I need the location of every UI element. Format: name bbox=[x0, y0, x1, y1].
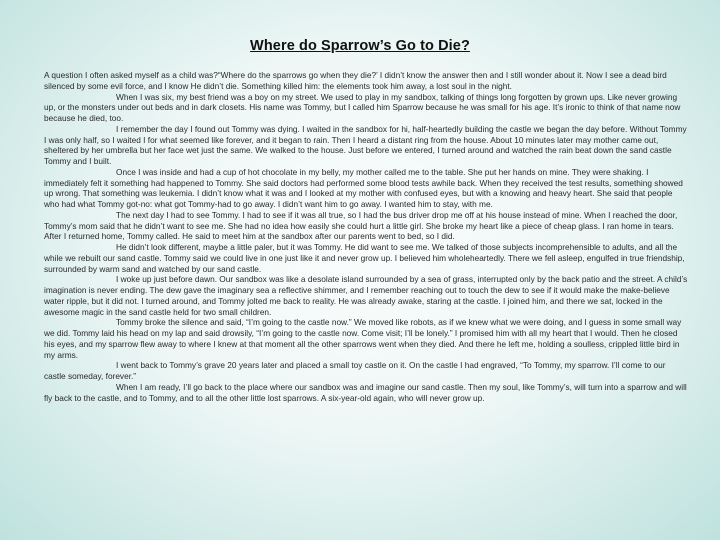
paragraph: A question I often asked myself as a child was?“Where do the sparrows go when they die?’ I didn’t know the answer then and I still wonder about it. Now I see a dead bird silenced by some evil force, and I know He didn’t die. Something killed him: the elements took him away, a lost soul in the night. bbox=[44, 70, 667, 91]
document-body bbox=[44, 70, 689, 403]
paragraph: When I was six, my best friend was a boy on my street. We used to play in my sandbox, talking of things long forgotten by grown ups. Like never growing up, or the monsters under out beds and in dark closets. His name was Tommy, but I called him Sparrow because he was small for his age. It’s ironic to think of that name now because he died, too. bbox=[44, 91, 681, 123]
paragraph: The next day I had to see Tommy. I had to see if it was all true, so I had the bus driver drop me off at his house instead of mine. When I reached the door, Tommy’s mom said that he didn’t want to see me. She had no idea how easily she could hurt a little girl. She broke my heart like a piece of cheap glass. I ran home in tears. After I returned home, Tommy called. He said to meet him at the sandbox after our parents went to bed, so I did. bbox=[44, 209, 678, 242]
document-title: Where do Sparrow’s Go to Die? bbox=[250, 38, 470, 54]
paragraph: Tommy broke the silence and said, “I’m going to the castle now.” We moved like robots, as if we knew what we were doing, and I guess in some small way we did. Tommy laid his head on my lap and said drowsily, “I’m going to the castle now. Come visit; I’ll be lonely.” I promised him with all my heart that I would. Then he closed his eyes, and my sparrow flew away to where I knew at that moment all the other sparrows went when they died. And there he left me, holding a soulless, crippled little bird in my arms. bbox=[44, 317, 682, 360]
paragraph: I went back to Tommy’s grave 20 years later and placed a small toy castle on it. On the castle I had engraved, “To Tommy, my sparrow. I’ll come to our castle someday, forever.” bbox=[44, 360, 666, 381]
paragraph: I woke up just before dawn. Our sandbox was like a desolate island surrounded by a sea of grass, interrupted only by the back patio and the street. A child’s imagination is never ending. The dew gave the imaginary sea a reflective shimmer, and I remember reaching out to touch the dew to see if it would make the make-believe water ripple, but it did not. I turned around, and Tommy jolted me back to reality. He was already awake, staring at the castle. I joined him, and there we sat, locked in the awesome magic in the sand castle held for two small children. bbox=[44, 274, 688, 317]
paragraph: Once I was inside and had a cup of hot chocolate in my belly, my mother called me to the table. She put her hands on mine. They were shaking. I immediately felt it something had happened to Tommy. She said doctors had performed some blood tests awhile back. When they received the test results, something showed up wrong. That something was leukemia. I didn’t know what it was and I looked at my mother with confused eyes, but with a knowing and heavy heart. She said that people who had what Tommy got-no: what got Tommy-had to go away. I didn’t want him to go away. I wanted him to stay, with me. bbox=[44, 166, 683, 209]
paragraph: He didn’t look different, maybe a little paler, but it was Tommy. He did want to see me. We talked of those subjects incomprehensible to adults, and all the while we rebuilt our sand castle. Tommy said we could live in one just like it and never grow up. I believed him wholeheartedly. There we fell asleep, engulfed in true friendship, surrounded by warm sand and watched by our sand castle. bbox=[44, 242, 685, 274]
paragraph: I remember the day I found out Tommy was dying. I waited in the sandbox for hi, half-heartedly building the castle we began the day before. Without Tommy I was only half, so I waited I for what seemed like forever, and it began to rain. Then I heard a distant ring from the house. About 10 minutes later may mother came out, sheltered by her umbrella but her face wet just the same. We walked to the house. Just before we entered, I turned around and watched the rain beat down the sand castle Tommy and I built. bbox=[44, 123, 687, 166]
paragraph: When I am ready, I’ll go back to the place where our sandbox was and imagine our sand castle. Then my soul, like Tommy’s, will turn into a sparrow and will fly back to the castle, and to Tommy, and to all the other little lost sparrows. A six-year-old again, who will never grow up. bbox=[44, 381, 687, 403]
